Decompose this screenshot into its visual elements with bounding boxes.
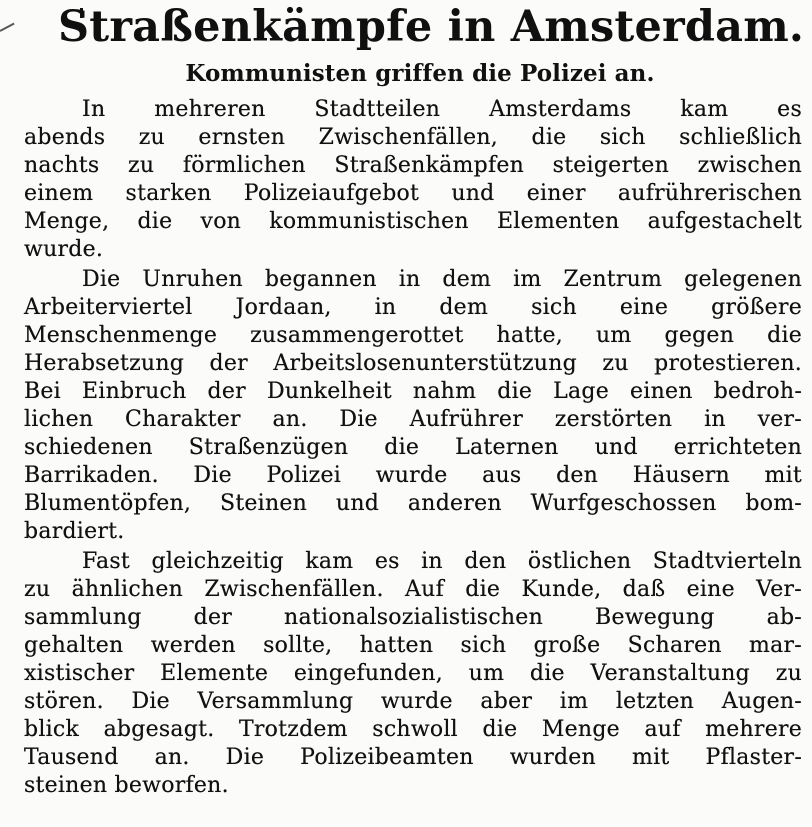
article-subheadline: Kommunisten griffen die Polizei an.: [185, 60, 655, 87]
article-line: abends zu ernsten Zwischenfällen, die sich schließlich: [24, 125, 802, 150]
article-line: Bei Einbruch der Dunkelheit nahm die Lage einen bedroh-: [24, 379, 802, 404]
article-line: Fast gleichzeitig kam es in den östlichen Stadtvierteln: [82, 549, 802, 574]
article-line: bardiert.: [24, 519, 125, 544]
article-line: blick abgesagt. Trotzdem schwoll die Menge auf mehrere: [24, 717, 802, 742]
article-headline: Straßenkämpfe in Amsterdam.: [58, 2, 805, 52]
article-line: wurde.: [24, 237, 104, 262]
left-edge-mark: [0, 23, 15, 32]
article-line: einem starken Polizeiaufgebot und einer aufrührerischen: [24, 181, 802, 206]
article-line: Barrikaden. Die Polizei wurde aus den Häusern mit: [24, 463, 802, 488]
article-line: Herabsetzung der Arbeitslosenunterstützung zu protestieren.: [24, 351, 802, 376]
article-line: schiedenen Straßenzügen die Laternen und errichteten: [24, 435, 802, 460]
article-line: nachts zu förmlichen Straßenkämpfen steigerten zwischen: [24, 153, 802, 178]
article-line: steinen beworfen.: [24, 773, 229, 798]
article-line: lichen Charakter an. Die Aufrührer zerstörten in ver-: [24, 407, 802, 432]
article-line: Blumentöpfen, Steinen und anderen Wurfgeschossen bom-: [24, 491, 802, 516]
article-line: Die Unruhen begannen in dem im Zentrum gelegenen: [82, 267, 802, 292]
article-line: Menschenmenge zusammengerottet hatte, um gegen die: [24, 323, 802, 348]
article-line: Menge, die von kommunistischen Elementen aufgestachelt: [24, 209, 802, 234]
article-line: stören. Die Versammlung wurde aber im letzten Augen-: [24, 689, 802, 714]
article-line: Arbeiterviertel Jordaan, in dem sich eine größere: [24, 295, 802, 320]
article-line: Tausend an. Die Polizeibeamten wurden mit Pflaster-: [24, 745, 802, 770]
article-line: gehalten werden sollte, hatten sich große Scharen mar-: [24, 633, 802, 658]
article-line: In mehreren Stadtteilen Amsterdams kam es: [82, 97, 802, 122]
article-line: xistischer Elemente eingefunden, um die Veranstaltung zu: [24, 661, 802, 686]
article-line: zu ähnlichen Zwischenfällen. Auf die Kunde, daß eine Ver-: [24, 577, 802, 602]
article-line: sammlung der nationalsozialistischen Bewegung ab-: [24, 605, 802, 630]
